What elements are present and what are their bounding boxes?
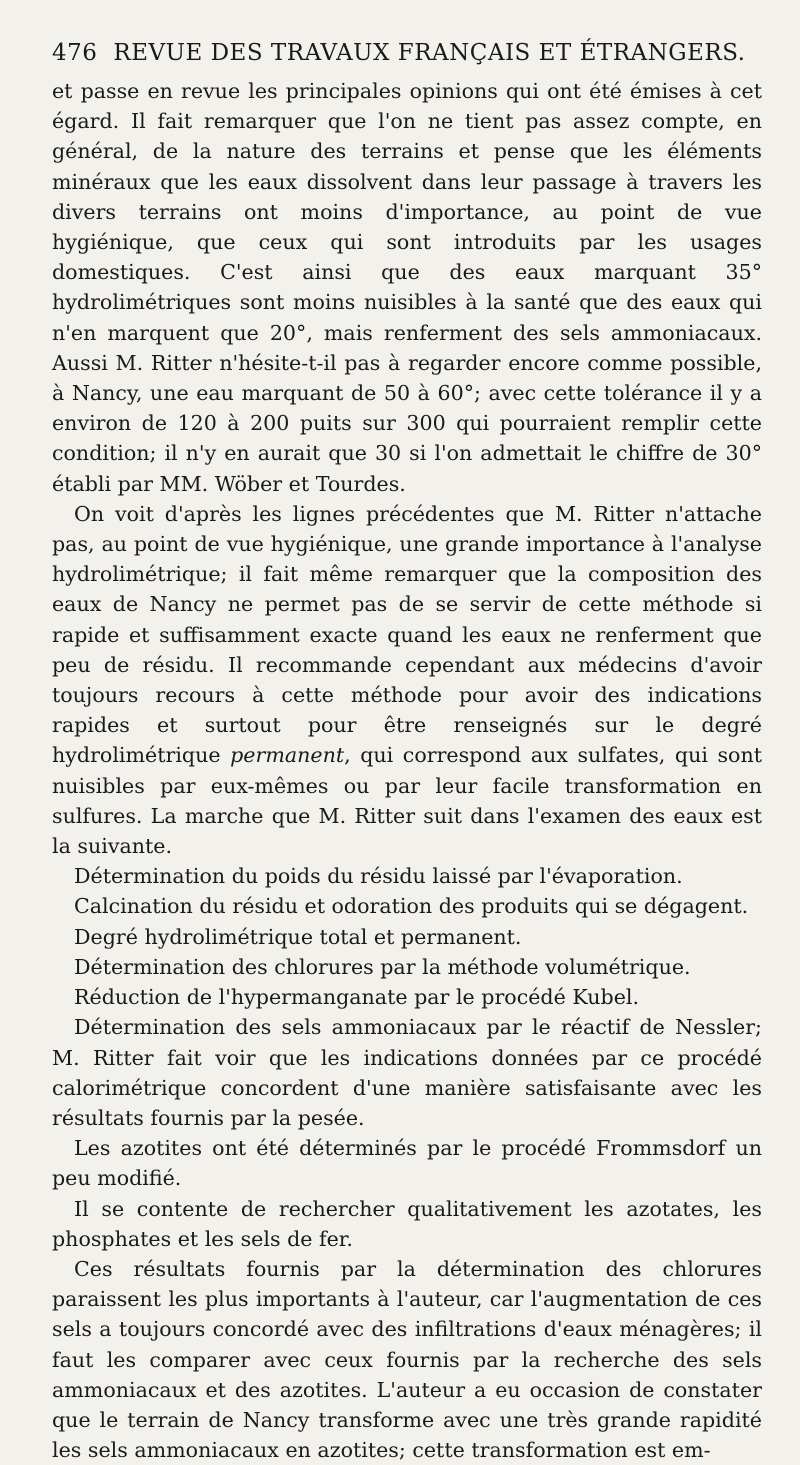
running-title: REVUE DES TRAVAUX FRANÇAIS ET ÉTRANGERS. — [113, 40, 746, 66]
paragraph-10: Il se contente de rechercher qualitativement les azotates, les phosphates et les sels de fer. — [52, 1196, 762, 1251]
paragraph-11: Ces résultats fournis par la détermination des chlorures paraissent les plus importants à l'auteur, car l'augmentation de ces sels a toujours concordé avec des infiltrations d'eaux ménagères; il faut les comparer avec ceux fournis par la recherche des sels ammoniacaux et des azotites. L'auteur a eu occasion de constater que le terrain de Nancy transforme avec une très grande rapidité les sels ammoniacaux en azotites; cette transformation est em- — [52, 1256, 762, 1463]
page-header — [52, 40, 762, 66]
paragraph-2-text-a: On voit d'après les lignes précédentes que M. Ritter n'attache pas, au point de vue hygiénique, une grande importance à l'analyse hydrolimétrique; il fait même remarquer que la composition des eaux de Nancy ne permet pas de se servir de cette méthode si rapide et suffisamment exacte quand les eaux ne renferment que peu de résidu. Il recommande cependant aux médecins d'avoir toujours recours à cette méthode pour avoir des indications rapides et surtout pour être renseignés sur le degré hydrolimétrique — [52, 501, 762, 768]
paragraph-3: Détermination du poids du résidu laissé par l'évaporation. — [74, 864, 683, 889]
paragraph-2-emphasis: permanent — [230, 743, 345, 768]
paragraph-9: Les azotites ont été déterminés par le procédé Frommsdorf un peu modifié. — [52, 1136, 762, 1191]
paragraph-2-text-b: , qui correspond aux sulfates, qui sont nuisibles par eux-mêmes ou par leur facile transformation en sulfures. La marche que M. Ritter suit dans l'examen des eaux est la suivante. — [52, 743, 762, 859]
page-number: 476 — [52, 40, 98, 66]
paragraph-5: Degré hydrolimétrique total et permanent. — [74, 924, 522, 949]
paragraph-4: Calcination du résidu et odoration des produits qui se dégagent. — [74, 894, 749, 919]
paragraph-1: et passe en revue les principales opinions qui ont été émises à cet égard. Il fait remarquer que l'on ne tient pas assez compte, en général, de la nature des terrains et pense que les éléments minéraux que les eaux dissolvent dans leur passage à travers les divers terrains ont moins d'importance, au point de vue hygiénique, que ceux qui sont introduits par les usages domestiques. C'est ainsi que des eaux marquant 35° hydrolimétriques sont moins nuisibles à la santé que des eaux qui n'en marquent que 20°, mais renferment des sels ammoniacaux. Aussi M. Ritter n'hésite-t-il pas à regarder encore comme possible, à Nancy, une eau marquant de 50 à 60°; avec cette tolérance il y a environ de 120 à 200 puits sur 300 qui pourraient remplir cette condition; il n'y en aurait que 30 si l'on admettait le chiffre de 30° établi par MM. Wöber et Tourdes. — [52, 79, 762, 496]
paragraph-6: Détermination des chlorures par la méthode volumétrique. — [74, 954, 691, 979]
paragraph-2 — [52, 499, 762, 861]
body-text — [52, 76, 762, 1465]
paragraph-7: Réduction de l'hypermanganate par le procédé Kubel. — [74, 985, 640, 1010]
paragraph-8: Détermination des sels ammoniacaux par le réactif de Nessler; M. Ritter fait voir que les indications données par ce procédé calorimétrique concordent d'une manière satisfaisante avec les résultats fournis par la pesée. — [52, 1015, 762, 1130]
